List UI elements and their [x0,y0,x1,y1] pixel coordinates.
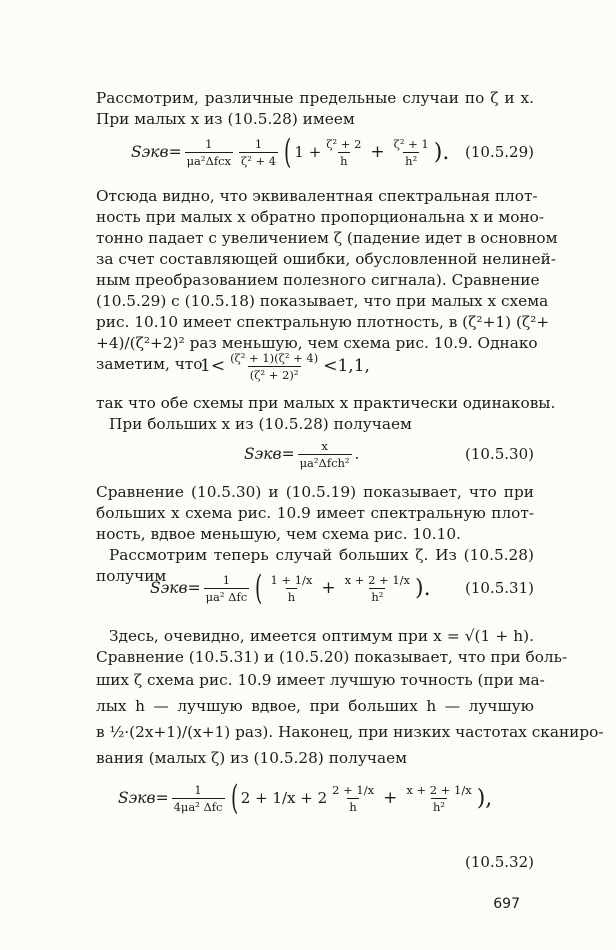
paren-open: ( [255,568,263,608]
equation-10-5-32 [118,776,534,820]
equation-number: (10.5.30) [465,445,534,463]
text-line: вания (малых ζ) из (10.5.28) получаем [96,749,408,767]
text-line: лых h — лучшую вдвое, при больших h — лучшую [96,697,534,715]
equation-number: (10.5.29) [465,143,534,161]
text-line: за счет составляющей ошибки, обусловленной нелиней- [96,250,556,268]
ineq-left: 1< [200,356,226,376]
text-line: рис. 10.10 имеет спектральную плотность, в (ζ²+1) (ζ²+ [96,313,550,331]
equation-number: (10.5.31) [465,579,534,597]
text-line: ным преобразованием полезного сигнала). Сравнение [96,271,540,289]
text-line: (10.5.29) с (10.5.18) показывает, что при малых x схема [96,292,549,310]
text-line: ность, вдвое меньшую, чем схема рис. 10.10. [96,525,461,543]
paren-close: ). [433,139,450,165]
paren-close: ), [476,785,493,811]
text-line: Здесь, очевидно, имеется оптимум при x = √(1 + h). [109,627,534,645]
operator: + [370,142,385,162]
paren-open: ( [230,778,238,818]
text-line: При малых x из (10.5.28) имеем [96,110,355,128]
text-line: тонно падает с увеличением ζ (падение идет в основном [96,229,558,247]
equation-10-5-29 [131,130,534,174]
text-line: в ½·(2x+1)/(x+1) раз). Наконец, при низких частотах сканиро- [96,723,604,741]
fraction: $\frac{x + 2 + 1/x}{\text{h²}}$ [406,782,472,814]
operator: + [321,578,336,598]
text-line: Отсюда видно, что эквивалентная спектральная плот- [96,187,538,205]
fraction: $\frac{1}{\text{ζ² + 4}}$ [241,136,277,168]
fraction: $\frac{1 + 1/x}{h}$ [270,572,313,604]
equation-10-5-30 [244,432,534,476]
fraction: $\frac{\text{ζ² + 1}}{\text{h²}}$ [393,136,429,168]
page-number: 697 [493,896,520,912]
fraction: $\frac{2 + 1/x}{h}$ [332,782,375,814]
text-line: Рассмотрим теперь случай больших ζ. Из (10.5.28) [109,546,534,564]
text-line: заметим, что [96,355,203,373]
equation-10-5-31 [150,566,534,610]
fraction: $\frac{\text{ζ² + 2}}{h}$ [326,136,362,168]
paren-close: ). [415,575,431,601]
paren-open: ( [284,132,292,172]
eq-lhs: Sэкв= [131,143,182,161]
text-line: Сравнение (10.5.30) и (10.5.19) показывает, что при [96,483,534,501]
fraction: $\frac{1}{\text{μa²Δfcx}}$ [186,136,232,168]
eq-lhs: Sэкв= [150,579,201,597]
operator: + [383,788,398,808]
text-line: Рассмотрим, различные предельные случаи по ζ и x. [96,89,534,107]
fraction: $\frac{\text{(ζ² + 1)(ζ² + 4)}}{\text{(ζ² + 2)²}}$ [230,350,319,382]
text-line: +4)/(ζ²+2)² раз меньшую, чем схема рис. 10.9. Однако [96,334,538,352]
fraction: $\frac{1}{\text{4μa² Δfc}}$ [173,782,223,814]
equation-number: (10.5.32) [465,853,534,871]
eq-end: . [354,445,360,463]
text-line: больших x схема рис. 10.9 имеет спектральную плот- [96,504,534,522]
text-line: ность при малых x обратно пропорциональна x и моно- [96,208,545,226]
text-line: так что обе схемы при малых x практически одинаковы. [96,394,556,412]
eq-term: 2 + 1/x + 2 [240,789,328,807]
inequality [200,344,450,388]
eq-lhs: Sэкв= [118,789,169,807]
eq-lhs: Sэкв= [244,445,295,463]
fraction: $\frac{1}{\text{μa² Δfc}}$ [205,572,248,604]
text-line: ших ζ схема рис. 10.9 имеет лучшую точность (при ма- [96,671,545,689]
text-line: Сравнение (10.5.31) и (10.5.20) показывает, что при боль- [96,648,568,666]
text-line: При больших x из (10.5.28) получаем [109,415,412,433]
fraction: $\frac{x}{\text{μa²Δfch²}}$ [299,438,350,470]
text-line: получим [96,567,167,585]
eq-term: 1 + [294,143,322,161]
ineq-right: <1,1, [323,356,370,376]
fraction: $\frac{x + 2 + 1/x}{\text{h²}}$ [344,572,411,604]
